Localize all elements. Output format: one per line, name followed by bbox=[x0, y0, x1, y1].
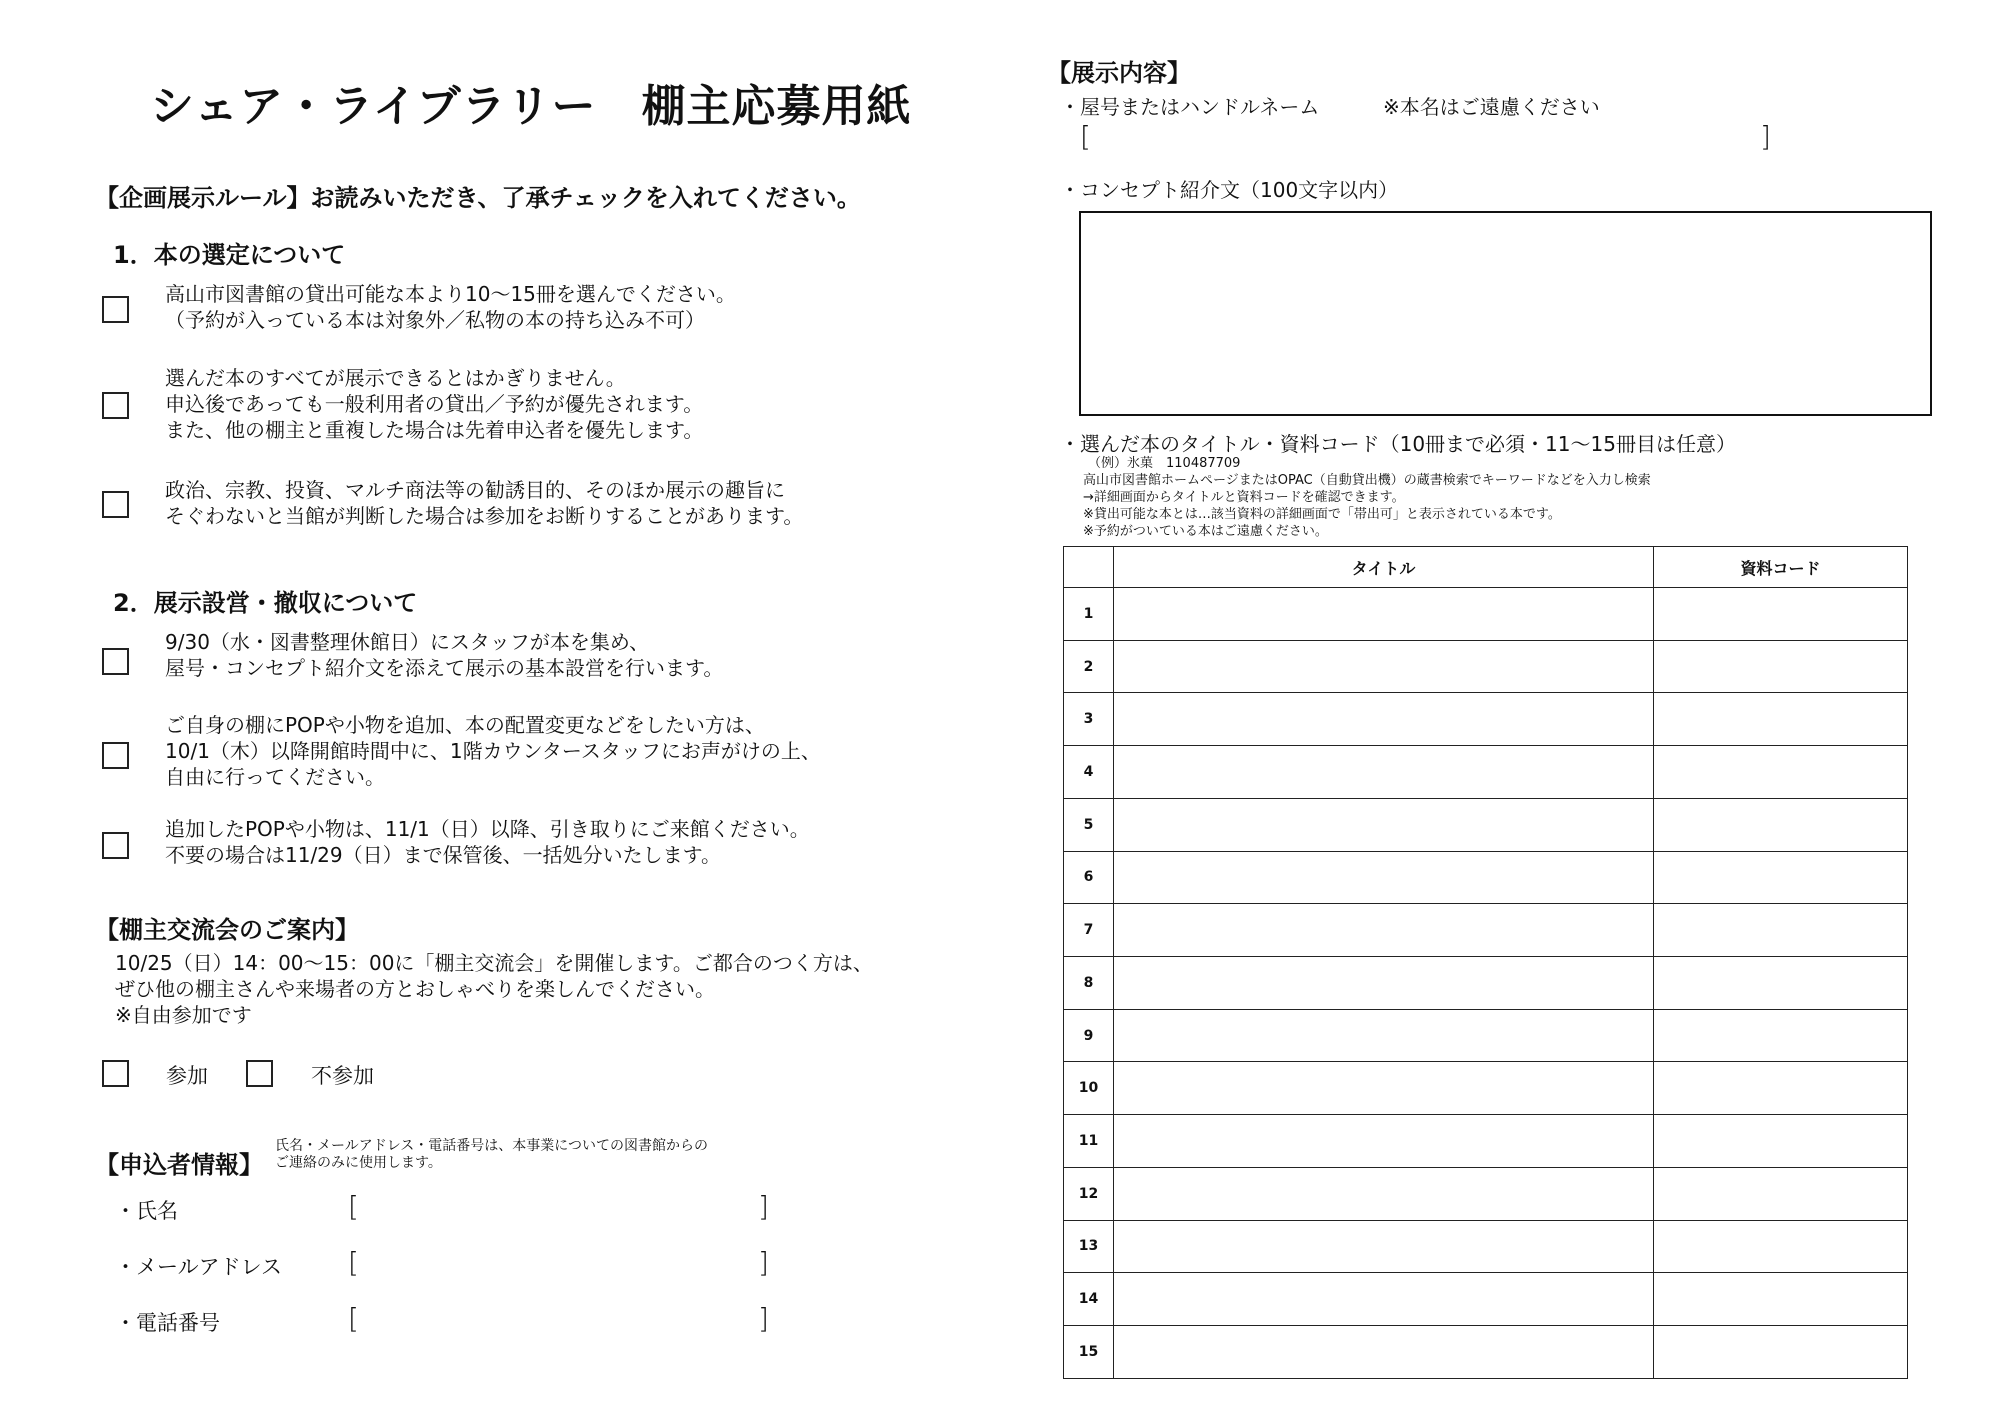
row-number: 8 bbox=[1064, 957, 1114, 1010]
table-row bbox=[1064, 798, 1908, 851]
code-cell[interactable] bbox=[1654, 1009, 1908, 1062]
phone-bracket-open: [ bbox=[348, 1302, 359, 1335]
code-cell[interactable] bbox=[1654, 746, 1908, 799]
row-number: 5 bbox=[1064, 798, 1114, 851]
phone-bracket-close: ] bbox=[758, 1302, 769, 1335]
row-number: 2 bbox=[1064, 640, 1114, 693]
phone-field[interactable] bbox=[362, 1302, 752, 1338]
concept-textarea[interactable] bbox=[1079, 211, 1932, 416]
email-label: ・メールアドレス bbox=[115, 1255, 282, 1279]
title-cell[interactable] bbox=[1114, 1115, 1654, 1168]
row-number: 7 bbox=[1064, 904, 1114, 957]
title-cell[interactable] bbox=[1114, 693, 1654, 746]
code-cell[interactable] bbox=[1654, 1220, 1908, 1273]
name-bracket-open: [ bbox=[348, 1190, 359, 1223]
code-cell[interactable] bbox=[1654, 1273, 1908, 1326]
table-row bbox=[1064, 1167, 1908, 1220]
rule-checkbox-1-1[interactable] bbox=[102, 296, 129, 323]
applicant-heading: 【申込者情報】 bbox=[95, 1151, 263, 1179]
title-cell[interactable] bbox=[1114, 1167, 1654, 1220]
decline-label: 不参加 bbox=[311, 1064, 374, 1088]
code-cell[interactable] bbox=[1654, 1167, 1908, 1220]
table-row bbox=[1064, 1062, 1908, 1115]
table-row bbox=[1064, 1273, 1908, 1326]
name-label: ・氏名 bbox=[115, 1199, 178, 1223]
table-row bbox=[1064, 957, 1908, 1010]
shop-name-field[interactable] bbox=[1095, 120, 1755, 158]
shop-name-bracket-close: ] bbox=[1760, 120, 1771, 153]
code-cell[interactable] bbox=[1654, 1062, 1908, 1115]
table-row bbox=[1064, 1115, 1908, 1168]
books-table bbox=[1063, 546, 1908, 1379]
title-cell[interactable] bbox=[1114, 904, 1654, 957]
title-cell[interactable] bbox=[1114, 588, 1654, 641]
table-row bbox=[1064, 904, 1908, 957]
table-row bbox=[1064, 1009, 1908, 1062]
applicant-note: 氏名・メールアドレス・電話番号は、本事業についての図書館からの ご連絡のみに使用します。 bbox=[275, 1138, 709, 1171]
rule-text-2-1: 9/30（水・図書整理休館日）にスタッフが本を集め、 屋号・コンセプト紹介文を添えて展示の基本設営を行います。 bbox=[165, 630, 724, 680]
table-row bbox=[1064, 640, 1908, 693]
row-number: 13 bbox=[1064, 1220, 1114, 1273]
rule-text-2-2: ご自身の棚にPOPや小物を追加、本の配置変更などをしたい方は、 10/1（木）以降開館時間中に、1階カウンタースタッフにお声がけの上、 自由に行ってください。 bbox=[165, 713, 821, 789]
row-number: 3 bbox=[1064, 693, 1114, 746]
books-label: ・選んだ本のタイトル・資料コード（10冊まで必須・11〜15冊目は任意） bbox=[1060, 432, 1736, 456]
attend-checkbox[interactable] bbox=[102, 1060, 129, 1087]
table-row bbox=[1064, 693, 1908, 746]
row-number: 11 bbox=[1064, 1115, 1114, 1168]
email-bracket-open: [ bbox=[348, 1246, 359, 1279]
code-cell[interactable] bbox=[1654, 798, 1908, 851]
table-row bbox=[1064, 851, 1908, 904]
phone-label: ・電話番号 bbox=[115, 1311, 220, 1335]
name-bracket-close: ] bbox=[758, 1190, 769, 1223]
title-cell[interactable] bbox=[1114, 1326, 1654, 1379]
table-row bbox=[1064, 746, 1908, 799]
rule-checkbox-2-3[interactable] bbox=[102, 832, 129, 859]
code-cell[interactable] bbox=[1654, 904, 1908, 957]
title-cell[interactable] bbox=[1114, 851, 1654, 904]
header-number bbox=[1064, 547, 1114, 588]
code-cell[interactable] bbox=[1654, 588, 1908, 641]
rule-text-1-1: 高山市図書館の貸出可能な本より10〜15冊を選んでください。 （予約が入っている本は対象外／私物の本の持ち込み不可） bbox=[165, 282, 736, 332]
shop-name-bracket-open: [ bbox=[1080, 120, 1091, 153]
header-code: 資料コード bbox=[1654, 547, 1908, 588]
section1-heading: 1．本の選定について bbox=[113, 241, 346, 269]
rule-checkbox-1-3[interactable] bbox=[102, 491, 129, 518]
concept-label: ・コンセプト紹介文（100文字以内） bbox=[1060, 178, 1399, 202]
table-row bbox=[1064, 588, 1908, 641]
code-cell[interactable] bbox=[1654, 1326, 1908, 1379]
row-number: 1 bbox=[1064, 588, 1114, 641]
title-cell[interactable] bbox=[1114, 1009, 1654, 1062]
code-cell[interactable] bbox=[1654, 957, 1908, 1010]
attend-label: 参加 bbox=[166, 1064, 208, 1088]
shop-name-note: ※本名はご遠慮ください bbox=[1383, 95, 1600, 119]
meeting-text: 10/25（日）14：00〜15：00に「棚主交流会」を開催します。ご都合のつく方は、 ぜひ他の棚主さんや来場者の方とおしゃべりを楽しんでください。 ※自由参加です bbox=[115, 951, 873, 1027]
code-cell[interactable] bbox=[1654, 693, 1908, 746]
row-number: 14 bbox=[1064, 1273, 1114, 1326]
email-field[interactable] bbox=[362, 1246, 752, 1282]
rule-checkbox-2-2[interactable] bbox=[102, 742, 129, 769]
code-cell[interactable] bbox=[1654, 1115, 1908, 1168]
decline-checkbox[interactable] bbox=[246, 1060, 273, 1087]
table-row bbox=[1064, 1220, 1908, 1273]
title-cell[interactable] bbox=[1114, 1062, 1654, 1115]
row-number: 10 bbox=[1064, 1062, 1114, 1115]
page-title: シェア・ライブラリー 棚主応募用紙 bbox=[150, 81, 912, 132]
row-number: 9 bbox=[1064, 1009, 1114, 1062]
rule-text-1-3: 政治、宗教、投資、マルチ商法等の勧誘目的、そのほか展示の趣旨に そぐわないと当館が判断した場合は参加をお断りすることがあります。 bbox=[165, 478, 804, 528]
header-title: タイトル bbox=[1114, 547, 1654, 588]
rules-heading: 【企画展示ルール】お読みいただき、了承チェックを入れてください。 bbox=[95, 184, 861, 212]
shop-name-label: ・屋号またはハンドルネーム bbox=[1060, 95, 1320, 119]
row-number: 6 bbox=[1064, 851, 1114, 904]
row-number: 4 bbox=[1064, 746, 1114, 799]
rule-checkbox-1-2[interactable] bbox=[102, 392, 129, 419]
title-cell[interactable] bbox=[1114, 798, 1654, 851]
exhibit-heading: 【展示内容】 bbox=[1047, 59, 1191, 87]
name-field[interactable] bbox=[362, 1190, 752, 1226]
rule-checkbox-2-1[interactable] bbox=[102, 648, 129, 675]
meeting-heading: 【棚主交流会のご案内】 bbox=[95, 916, 359, 944]
title-cell[interactable] bbox=[1114, 1220, 1654, 1273]
rule-text-2-3: 追加したPOPや小物は、11/1（日）以降、引き取りにご来館ください。 不要の場合は11/29（日）まで保管後、一括処分いたします。 bbox=[165, 817, 810, 867]
table-header-row bbox=[1064, 547, 1908, 588]
title-cell[interactable] bbox=[1114, 640, 1654, 693]
email-bracket-close: ] bbox=[758, 1246, 769, 1279]
books-notes: （例）氷菓 110487709 高山市図書館ホームページまたはOPAC（自動貸出機）の蔵書検索でキーワードなどを入力し検索 →詳細画面からタイトルと資料コードを確認できます。 ※貸出可能な本とは…該当資料の詳細画面で「帯出可」と表示されている本です。 ※予約がついている本はご遠慮ください。 bbox=[1083, 456, 1651, 539]
row-number: 12 bbox=[1064, 1167, 1114, 1220]
code-cell[interactable] bbox=[1654, 851, 1908, 904]
title-cell[interactable] bbox=[1114, 1273, 1654, 1326]
code-cell[interactable] bbox=[1654, 640, 1908, 693]
rule-text-1-2: 選んだ本のすべてが展示できるとはかぎりません。 申込後であっても一般利用者の貸出／予約が優先されます。 また、他の棚主と重複した場合は先着申込者を優先します。 bbox=[165, 366, 704, 442]
row-number: 15 bbox=[1064, 1326, 1114, 1379]
title-cell[interactable] bbox=[1114, 957, 1654, 1010]
title-cell[interactable] bbox=[1114, 746, 1654, 799]
table-row bbox=[1064, 1326, 1908, 1379]
section2-heading: 2．展示設営・撤収について bbox=[113, 589, 418, 617]
